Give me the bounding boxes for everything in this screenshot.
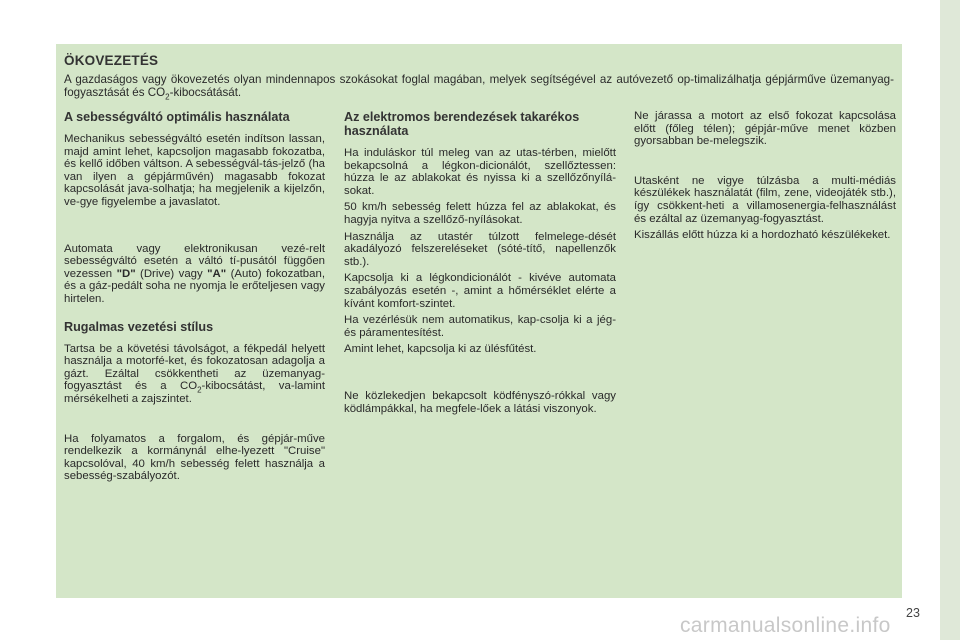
paragraph-sunblind: Használja az utastér túlzott felmelege-dését akadályozó felszereléseket (sóté-títő, napellenzők stb.). xyxy=(344,230,616,268)
paragraph-manual-gearbox: Mechanikus sebességváltó esetén indítson lassan, majd amint lehet, kapcsoljon magasabb fokozatba, és kellő időben váltson. A sebességvál-tás-jelző (ha van ilyen a gépjárművén) magasabb fokozat kapcsolását java-solhatja; ha megjelenik a kijelzőn, ve-gye figyelembe a javaslatot. xyxy=(64,133,325,208)
paragraph-air-conditioning: Kapcsolja ki a légkondicionálót - kivéve automata szabályozás esetén -, amint a hőmérséklet elérte a kívánt komfort-szintet. xyxy=(344,272,616,310)
page-edge-strip xyxy=(940,0,960,640)
heading-driving-style: Rugalmas vezetési stílus xyxy=(64,319,214,334)
paragraph-automatic-gearbox: Automata vagy elektronikusan vezé-relt sebességváltó esetén a váltó tí-pusától függően vezessen "D" (Drive) vagy "A" (Auto) fokozatban, és a gáz-pedált soha ne nyomja le erőteljesen vagy hirtelen. xyxy=(64,242,325,305)
paragraph-following-distance: Tartsa be a követési távolságot, a fékpedál helyett használja a motorfé-ket, és fokozatosan adagolja a gázt. Ezáltal csökkentheti az üzemanyag-fogyasztást és a $CO_2$-kibocsátást, va-lamint mérsékelheti a zajszintet. xyxy=(64,342,326,405)
paragraph-defrost: Ha vezérlésük nem automatikus, kap-csolja ki a jég- és páramentesítést. xyxy=(344,314,616,339)
watermark: carmanualsonline.info xyxy=(680,614,891,637)
heading-gearbox: A sebességváltó optimális használata xyxy=(64,110,290,124)
column-1 xyxy=(64,110,325,483)
paragraph-unplug-devices: Kiszállás előtt húzza ki a hordozható készülékeket. xyxy=(634,229,891,242)
paragraph-warm-up: Ne járassa a motort az első fokozat kapcsolása előtt (főleg télen); gépjár-műve menet közben gyorsabban be-melegszik. xyxy=(634,110,896,148)
paragraph-windows: 50 km/h sebesség felett húzza fel az ablakokat, és hagyja nyitva a szellőző-nyílásokat. xyxy=(344,201,616,226)
paragraph-ventilate: Ha induláskor túl meleg van az utas-térben, mielőtt bekapcsolná a légkon-dicionálót, szellőztessen: húzza le az ablakokat és nyissa ki a szellőzőnyílá-sokat. xyxy=(344,147,616,197)
column-2 xyxy=(344,110,616,415)
paragraph-seat-heating: Amint lehet, kapcsolja ki az ülésfűtést. xyxy=(344,343,537,356)
column-3 xyxy=(634,110,896,242)
page-number: 23 xyxy=(906,606,920,620)
section-title: ÖKOVEZETÉS xyxy=(64,53,159,68)
paragraph-fog-lamps: Ne közlekedjen bekapcsolt ködfényszó-rókkal vagy ködlámpákkal, ha megfele-lőek a látási viszonyok. xyxy=(344,389,616,415)
heading-electrical: Az elektromos berendezések takarékos használata xyxy=(344,110,580,138)
intro-paragraph: A gazdaságos vagy ökovezetés olyan mindennapos szokásokat foglal magában, melyek segítségével az autóvezető op-timalizálhatja gépjárműve üzemanyag-fogyasztását és $CO_2$-kibocsátását. xyxy=(64,73,894,102)
paragraph-cruise-control: Ha folyamatos a forgalom, és gépjár-műve rendelkezik a kormánynál elhe-lyezett "Cruise" kapcsolóval, 40 km/h sebesség felett használja a sebesség-szabályozót. xyxy=(64,432,325,483)
manual-page xyxy=(56,44,902,598)
paragraph-multimedia: Utasként ne vigye túlzásba a multi-médiás készülékek használatát (film, zene, videojáték stb.), így csökkent-heti a villamosenergia-felhasználást és ezáltal az üzemanyag-fogyasztást. xyxy=(634,174,896,225)
